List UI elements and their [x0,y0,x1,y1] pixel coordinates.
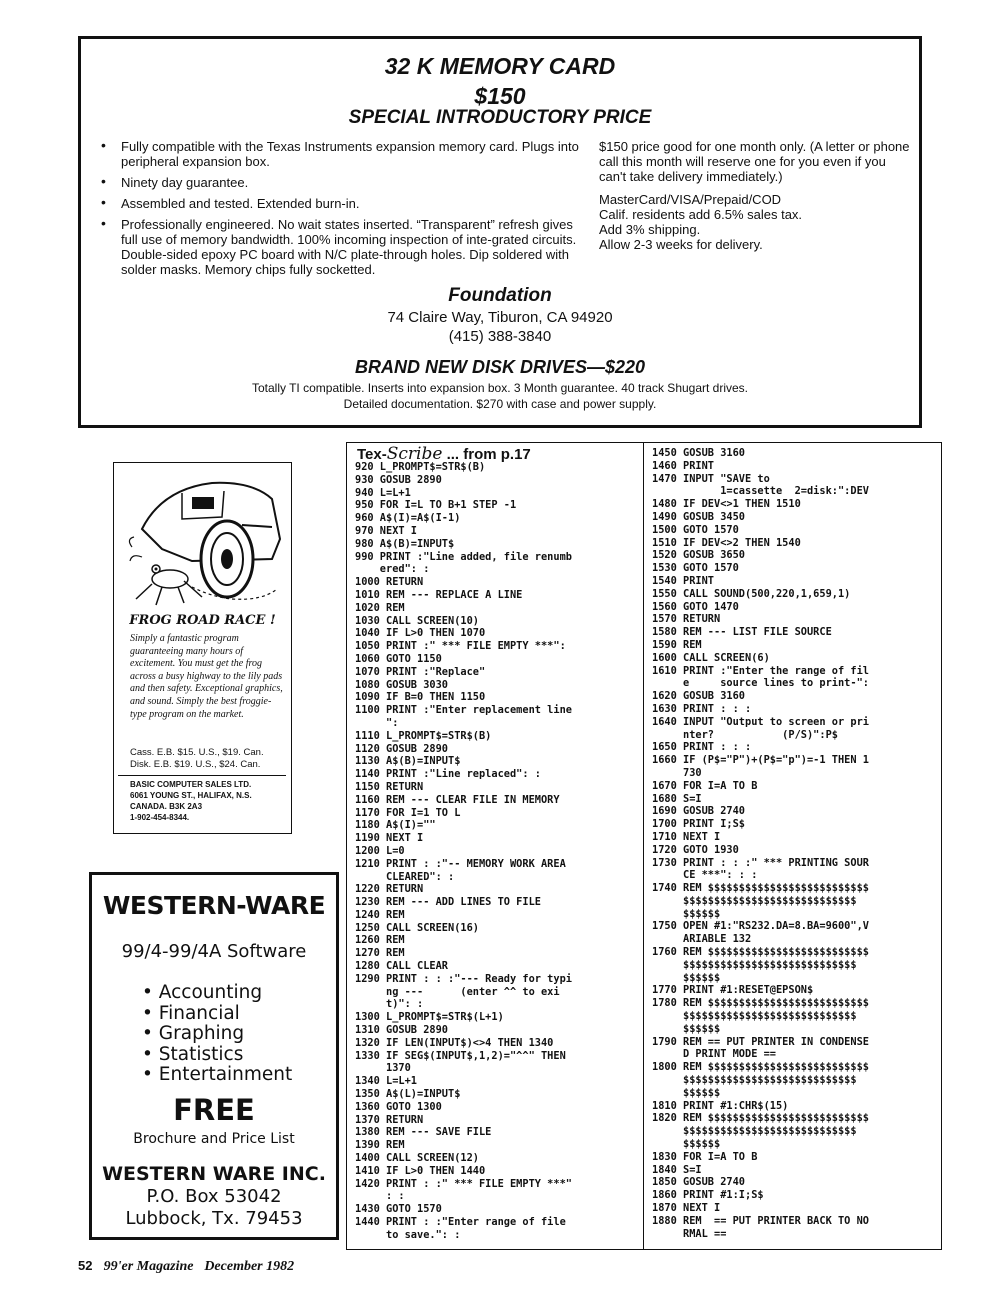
code-line: 1090 IF B=0 THEN 1150 [355,691,486,704]
code-line: 1230 REM --- ADD LINES TO FILE [355,896,541,909]
code-line: 1750 OPEN #1:"RS232.DA=8.BA=9600",V [652,920,869,933]
code-line: 970 NEXT I [355,524,417,537]
feature-item: • Fully compatible with the Texas Instruments expansion memory card. Plugs into peripheral expansion box. [97,139,579,169]
drives-description: Detailed documentation. $270 with case and power supply. [343,397,657,411]
magazine-name: 99'er Magazine [103,1259,194,1274]
feature-item: • Professionally engineered. No wait states inserted. “Transparent” refresh gives full use of memory bandwidth. 100% incoming inspection of inte-grated circuits. Double-sided epoxy PC board with N/C plate-through holes. Dip soldered with solder masks. Memory chips fully socketted. [97,217,579,277]
code-line: 1120 GOSUB 2890 [355,742,448,755]
code-line: 1280 CALL CLEAR [355,960,448,973]
code-line: 1530 GOTO 1570 [652,562,739,575]
code-line: 1860 PRINT #1:I;S$ [652,1189,764,1202]
divider [118,775,286,776]
code-line: 1520 GOSUB 3650 [652,549,745,562]
code-line: 1190 NEXT I [355,832,424,845]
code-line: CLEARED": : [355,870,455,883]
code-line: 1220 RETURN [355,883,424,896]
company-postal: CANADA. B3K 2A3 [130,802,203,811]
code-line: 1470 INPUT "SAVE to [652,472,770,485]
ww-subtitle: 99/4-99/4A Software [121,941,307,962]
price-cassette: Cass. E.B. $15. U.S., $19. Can. [130,747,264,758]
code-line: 1800 REM $$$$$$$$$$$$$$$$$$$$$$$$$$ [652,1061,869,1074]
code-line: 1810 PRINT #1:CHR$(15) [652,1099,789,1112]
code-line: 1740 REM $$$$$$$$$$$$$$$$$$$$$$$$$$ [652,882,869,895]
ww-city: Lubbock, Tx. 79453 [125,1208,303,1229]
code-line: ered": : [355,563,430,576]
listing-header-rest: ... from p.17 [442,446,531,463]
code-line: 1590 REM [652,638,702,651]
code-line: 1570 RETURN [652,613,721,626]
code-line: nter? (P/S)":P$ [652,728,838,741]
code-line: 1260 REM [355,934,405,947]
code-line: 1710 NEXT I [652,830,721,843]
code-line: 1060 GOTO 1150 [355,652,442,665]
code-line: 1870 NEXT I [652,1202,721,1215]
ww-brochure: Brochure and Price List [133,1131,295,1147]
code-line: 1240 REM [355,908,405,921]
code-line: 1100 PRINT :"Enter replacement line [355,704,572,717]
ad-subtitle: SPECIAL INTRODUCTORY PRICE [348,107,652,128]
code-line: 1000 RETURN [355,576,424,589]
code-line: $$$$$$ [652,1086,721,1099]
frog-ad-description: Simply a fantastic program guaranteeing many hours of excitement. You must get the frog across a busy highway to the lily pads and then safety. Exceptional graphics, and sound. Simply the best froggie-type program on the market. [130,633,283,720]
code-line: 1330 IF SEG$(INPUT$,1,2)="^^" THEN [355,1049,566,1062]
code-line: 1550 CALL SOUND(500,220,1,659,1) [652,587,851,600]
code-line: 1580 REM --- LIST FILE SOURCE [652,626,832,639]
code-line: 1700 PRINT I;S$ [652,818,745,831]
code-line: 1540 PRINT [652,574,714,587]
code-line: 1110 L_PROMPT$=STR$(B) [355,729,492,742]
feature-item: • Assembled and tested. Extended burn-in. [97,196,579,211]
code-line: ARIABLE 132 [652,933,752,946]
code-line: e source lines to print-": [652,677,869,690]
code-line: 1360 GOTO 1300 [355,1100,442,1113]
ww-pobox: P.O. Box 53042 [146,1186,282,1207]
code-line: 1030 CALL SCREEN(10) [355,614,479,627]
frog-ad-prices [130,747,288,771]
feature-item: • Ninety day guarantee. [97,175,579,190]
code-line: 920 L_PROMPT$=STR$(B) [355,461,486,473]
ad-price: $150 [474,83,526,109]
ww-title: WESTERN-WARE [102,891,326,920]
code-line: 1440 PRINT : :"Enter range of file [355,1216,566,1229]
code-line: RMAL == [652,1227,727,1240]
ww-free: FREE [173,1093,255,1127]
code-line: 1660 IF (P$="P")+(P$="p")=-1 THEN 1 [652,754,869,767]
code-line: 1250 CALL SCREEN(16) [355,921,479,934]
company-name: BASIC COMPUTER SALES LTD. [130,780,252,789]
column-divider [643,443,644,1249]
code-line: 1790 REM == PUT PRINTER IN CONDENSE [652,1035,869,1048]
code-line: 1290 PRINT : : :"--- Ready for typi [355,972,572,985]
code-line: $$$$$$ [652,971,721,984]
code-line: to save.": : [355,1228,461,1241]
code-line: D PRINT MODE == [652,1048,776,1061]
offer-details [599,139,915,252]
company-street: 6061 YOUNG ST., HALIFAX, N.S. [130,791,252,800]
code-line: 1020 REM [355,601,405,614]
code-line: 1500 GOTO 1570 [652,523,739,536]
code-line: $$$$$$ [652,1022,721,1035]
code-line: 1770 PRINT #1:RESET@EPSON$ [652,984,814,997]
code-listing [346,442,942,1250]
code-line: 1140 PRINT :"Line replaced": : [355,768,541,781]
code-line: $$$$$$$$$$$$$$$$$$$$$$$$$$$$ [652,1074,857,1087]
code-line: 1600 CALL SCREEN(6) [652,651,770,664]
code-line: 1460 PRINT [652,459,714,472]
code-line: $$$$$$$$$$$$$$$$$$$$$$$$$$$$ [652,894,857,907]
code-line: 1350 A$(L)=INPUT$ [355,1088,461,1101]
code-line: 1210 PRINT : :"-- MEMORY WORK AREA [355,857,566,870]
code-line: 1320 IF LEN(INPUT$)<>4 THEN 1340 [355,1036,554,1049]
code-line: $$$$$$$$$$$$$$$$$$$$$$$$$$$$ [652,1010,857,1023]
ww-product-item: • Graphing [142,1024,292,1045]
ad-title: 32 K MEMORY CARD [384,53,616,79]
code-line: 990 PRINT :"Line added, file renumb [355,550,572,563]
issue-date: December 1982 [204,1259,295,1274]
code-line: 1390 REM [355,1139,405,1152]
code-line: 1670 FOR I=A TO B [652,779,758,792]
ww-product-item: • Entertainment [142,1065,292,1086]
code-line: 1370 RETURN [355,1113,424,1126]
code-line: 1840 S=I [652,1163,702,1176]
code-line: $$$$$$ [652,907,721,920]
price-disk: Disk. E.B. $19. U.S., $24. Can. [130,759,261,770]
ww-product-item: • Accounting [142,983,292,1004]
ww-product-list [142,983,292,1086]
code-line: 1270 REM [355,947,405,960]
shipping-note: Add 3% shipping. [599,222,701,237]
code-line: 1430 GOTO 1570 [355,1203,442,1216]
memory-card-ad [78,36,922,428]
code-line: : : [355,1190,405,1203]
code-line: 1170 FOR I=1 TO L [355,806,461,819]
code-line: ": [355,716,399,729]
code-line: 1760 REM $$$$$$$$$$$$$$$$$$$$$$$$$$ [652,946,869,959]
code-line: 1040 IF L>0 THEN 1070 [355,627,486,640]
code-line: 1370 [355,1062,411,1075]
page-number: 52 [78,1258,93,1273]
code-line: 730 [652,766,702,779]
code-line: 1180 A$(I)="" [355,819,436,832]
tax-note: Calif. residents add 6.5% sales tax. [599,207,803,222]
code-line: 1560 GOTO 1470 [652,600,739,613]
frog-car-illustration [122,469,284,609]
drives-title: BRAND NEW DISK DRIVES—$220 [354,357,646,377]
code-line: 1340 L=L+1 [355,1075,417,1088]
code-line: 1400 CALL SCREEN(12) [355,1152,479,1165]
code-line: 1480 IF DEV<>1 THEN 1510 [652,498,801,511]
listing-header-bold: Tex- [357,446,387,463]
code-line: $$$$$$ [652,1138,721,1151]
code-line: ng --- (enter ^^ to exi [355,985,560,998]
code-line: 1410 IF L>0 THEN 1440 [355,1164,486,1177]
code-line: 1720 GOTO 1930 [652,843,739,856]
code-line: 1150 RETURN [355,780,424,793]
code-line: 1820 REM $$$$$$$$$$$$$$$$$$$$$$$$$$ [652,1112,869,1125]
code-line: 1420 PRINT : :" *** FILE EMPTY ***" [355,1177,572,1190]
company-phone: (415) 388-3840 [448,328,552,345]
code-line: 1610 PRINT :"Enter the range of fil [652,664,869,677]
frog-ad-company [130,779,288,823]
code-line: 1650 PRINT : : : [652,741,752,754]
code-line: 1850 GOSUB 2740 [652,1176,745,1189]
code-line: 980 A$(B)=INPUT$ [355,537,455,550]
code-line: 1070 PRINT :"Replace" [355,665,486,678]
code-line: 1080 GOSUB 3030 [355,678,448,691]
company-phone: 1-902-454-8344. [130,813,190,822]
code-line: 950 FOR I=L TO B+1 STEP -1 [355,499,517,512]
code-line: 1680 S=I [652,792,702,805]
code-line: 1880 REM == PUT PRINTER BACK TO NO [652,1214,869,1227]
code-line: $$$$$$$$$$$$$$$$$$$$$$$$$$$$ [652,1125,857,1138]
code-line: 1130 A$(B)=INPUT$ [355,755,461,768]
payment-methods: MasterCard/VISA/Prepaid/COD [599,192,782,207]
code-column-right [652,447,940,1240]
listing-header-script: Scribe [386,444,443,464]
code-column-left [355,461,639,1242]
ww-product-item: • Statistics [142,1045,292,1066]
feature-list [97,139,579,283]
code-line: 1780 REM $$$$$$$$$$$$$$$$$$$$$$$$$$ [652,997,869,1010]
code-line: 1010 REM --- REPLACE A LINE [355,588,523,601]
code-line: 1=cassette 2=disk:":DEV [652,485,869,498]
code-line: 960 A$(I)=A$(I-1) [355,512,461,525]
code-line: 1630 PRINT : : : [652,702,752,715]
code-line: 1200 L=0 [355,844,405,857]
code-line: 1160 REM --- CLEAR FILE IN MEMORY [355,793,560,806]
code-line: 1510 IF DEV<>2 THEN 1540 [652,536,801,549]
code-line: 1830 FOR I=A TO B [652,1150,758,1163]
code-line: 930 GOSUB 2890 [355,473,442,486]
company-name: Foundation [448,285,552,306]
code-line: 1490 GOSUB 3450 [652,510,745,523]
frog-road-race-ad [113,462,292,834]
code-line: CE ***": : : [652,869,758,882]
ww-company: WESTERN WARE INC. [102,1163,326,1185]
code-line: 1690 GOSUB 2740 [652,805,745,818]
code-line: t)": : [355,998,424,1011]
code-line: 1050 PRINT :" *** FILE EMPTY ***": [355,640,566,653]
ww-product-item: • Financial [142,1004,292,1025]
code-line: $$$$$$$$$$$$$$$$$$$$$$$$$$$$ [652,958,857,971]
code-line: 1300 L_PROMPT$=STR$(L+1) [355,1011,504,1024]
code-line: 1620 GOSUB 3160 [652,690,745,703]
delivery-note: Allow 2-3 weeks for delivery. [599,237,763,252]
code-line: 1380 REM --- SAVE FILE [355,1126,492,1139]
code-line: 940 L=L+1 [355,486,411,499]
company-address: 74 Claire Way, Tiburon, CA 94920 [387,309,613,326]
page-footer [78,1258,294,1275]
western-ware-ad [89,872,339,1240]
frog-ad-title: FROG ROAD RACE ! [129,613,276,628]
code-line: 1640 INPUT "Output to screen or pri [652,715,869,728]
code-line: 1310 GOSUB 2890 [355,1024,448,1037]
code-line: 1450 GOSUB 3160 [652,447,745,459]
drives-description: Totally TI compatible. Inserts into expansion box. 3 Month guarantee. 40 track Shugart drives. [251,381,749,395]
code-line: 1730 PRINT : : :" *** PRINTING SOUR [652,856,869,869]
offer-note: $150 price good for one month only. (A letter or phone call this month will reserve one for you even if you can't take delivery immediately.) [599,139,910,184]
